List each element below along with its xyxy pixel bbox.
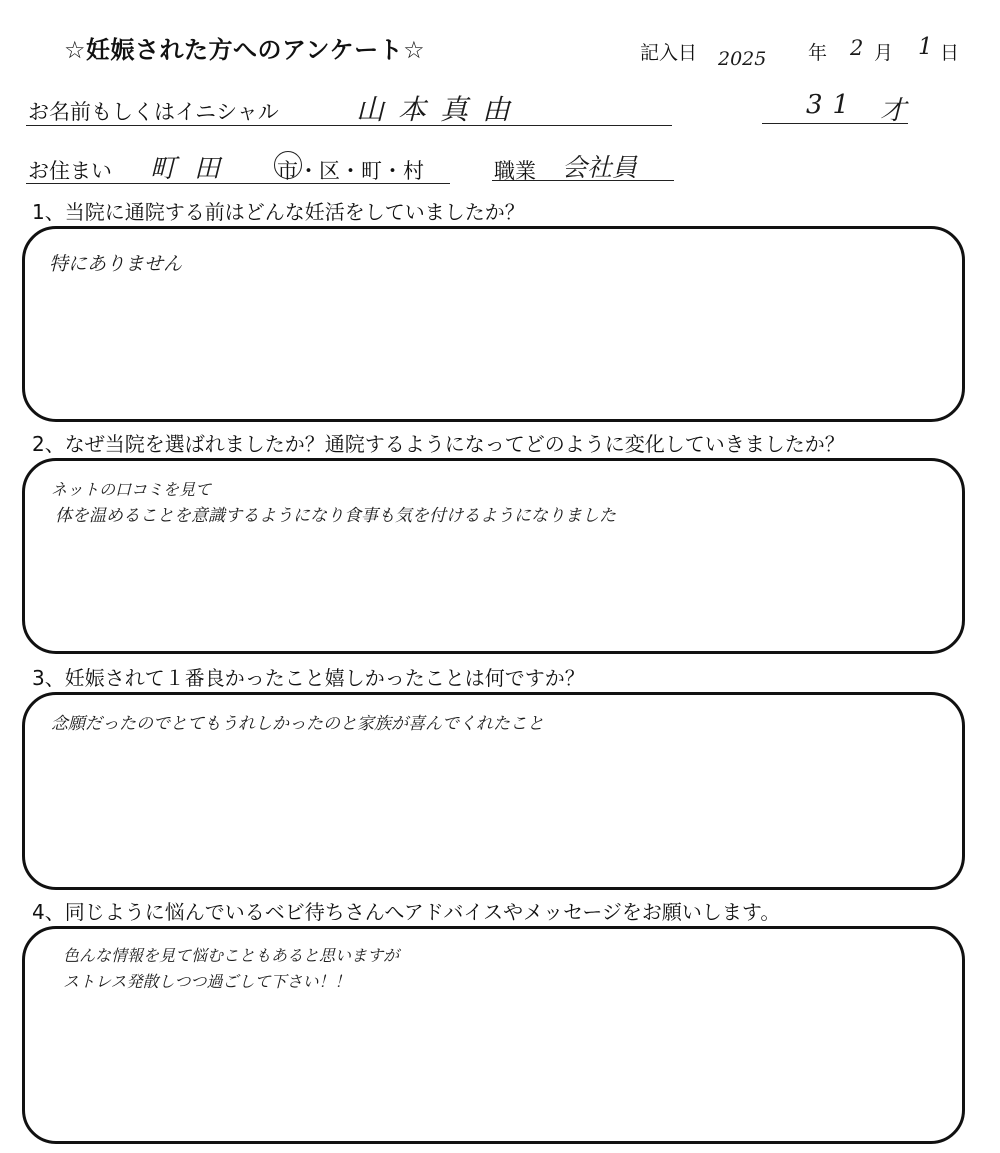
- question-1-label: 1、当院に通院する前はどんな妊活をしていましたか？: [32, 200, 525, 224]
- year-unit: 年: [808, 42, 828, 64]
- question-3-label: 3、妊娠されて１番良かったこと嬉しかったことは何ですか？: [32, 666, 585, 690]
- question-2-answer-line-1: ネットの口コミを見て: [51, 480, 212, 499]
- question-1-answer-line-1: 特にありません: [49, 253, 183, 275]
- age-value: 31: [806, 90, 860, 120]
- occupation-underline: [492, 180, 674, 181]
- occupation-label: 職業: [494, 159, 536, 183]
- name-label: お名前もしくはイニシャル: [28, 100, 279, 124]
- form-title: ☆妊娠された方へのアンケート☆: [64, 36, 426, 64]
- question-1-answer-box: [22, 226, 965, 422]
- question-4-answer-box: [22, 926, 965, 1144]
- day-unit: 日: [940, 42, 960, 64]
- age-unit: 才: [880, 96, 907, 126]
- date-label: 記入日: [640, 42, 698, 64]
- age-underline: [762, 123, 908, 124]
- name-value: 山本真由: [356, 93, 525, 126]
- municipality-options: 市・区・町・村: [277, 159, 424, 183]
- address-underline: [26, 183, 450, 184]
- question-2-label: 2、なぜ当院を選ばれましたか？通院するようになってどのように変化していきましたか？: [32, 432, 845, 456]
- question-4-label: 4、同じように悩んでいるベビ待ちさんへアドバイスやメッセージをお願いします。: [32, 900, 781, 924]
- occupation-value: 会社員: [562, 153, 638, 182]
- question-4-answer-line-1: 色んな情報を見て悩むこともあると思いますが: [63, 946, 400, 965]
- question-2-answer-line-2: 体を温めることを意識するようになり食事も気を付けるようになりました: [55, 506, 616, 526]
- date-month-value: 2: [850, 36, 864, 60]
- date-day-value: 1: [918, 34, 933, 60]
- question-2-answer-box: [22, 458, 965, 654]
- date-year-value: 2025: [718, 48, 767, 70]
- city-value: 町田: [150, 154, 239, 184]
- month-unit: 月: [874, 42, 894, 64]
- address-label: お住まい: [28, 159, 112, 183]
- question-4-answer-line-2: ストレス発散しつつ過ごして下さい！！: [63, 972, 351, 991]
- name-underline: [26, 125, 672, 126]
- question-3-answer-box: [22, 692, 965, 890]
- question-3-answer-line-1: 念願だったのでとてもうれしかったのと家族が喜んでくれたこと: [51, 714, 544, 734]
